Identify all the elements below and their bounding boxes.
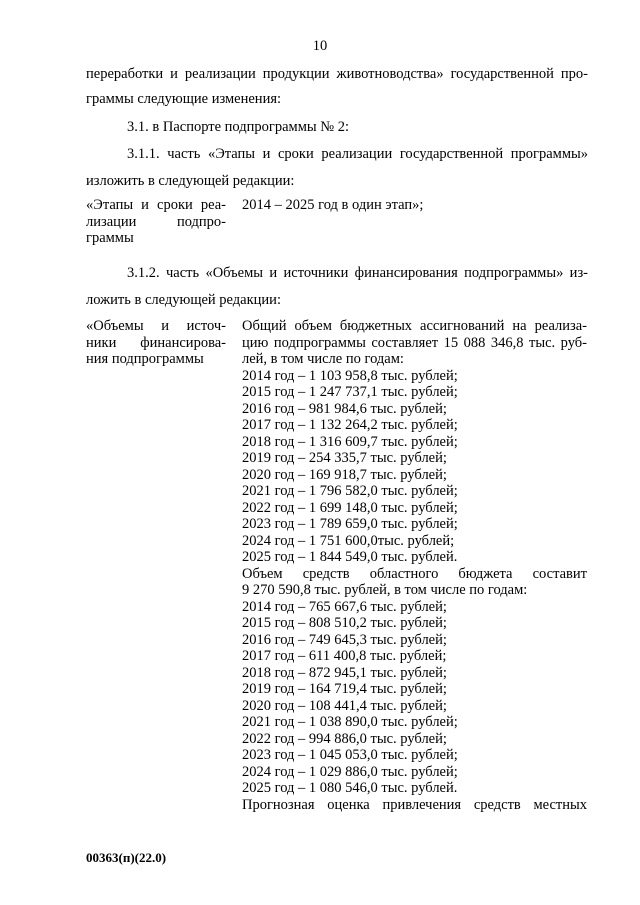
- regional-year-line: 2017 год – 611 400,8 тыс. рублей;: [242, 648, 447, 664]
- forecast-text-line: Прогнозная оценка привлечения средств местных: [242, 796, 587, 813]
- total-year-line: 2025 год – 1 844 549,0 тыс. рублей.: [242, 549, 458, 565]
- funding-label: [86, 318, 226, 368]
- regional-year-line: 2014 год – 765 667,6 тыс. рублей;: [242, 598, 447, 615]
- regional-year-line: 2022 год – 994 886,0 тыс. рублей;: [242, 730, 447, 747]
- regional-text-line: Объем средств областного бюджета составит: [242, 565, 587, 582]
- total-year-line: 2022 год – 1 699 148,0 тыс. рублей;: [242, 499, 458, 516]
- stages-label-line: лизации подпро-: [86, 213, 226, 230]
- funding-label-line: ния подпрограммы: [86, 351, 204, 367]
- stages-label-line: граммы: [86, 230, 134, 246]
- total-text-line: цию подпрограммы составляет 15 088 346,8 тыс. руб-: [242, 334, 587, 351]
- funding-label-line: ники финансирова-: [86, 334, 226, 351]
- stages-label-line: «Этапы и сроки реа-: [86, 197, 226, 213]
- funding-value: [242, 318, 587, 813]
- stages-value: 2014 – 2025 год в один этап»;: [242, 197, 424, 213]
- total-year-line: 2019 год – 254 335,7 тыс. рублей;: [242, 450, 447, 466]
- intro-line-1: переработки и реализации продукции животноводства» государственной про-: [86, 66, 588, 82]
- total-year-line: 2018 год – 1 316 609,7 тыс. рублей;: [242, 433, 458, 450]
- regional-year-line: 2019 год – 164 719,4 тыс. рублей;: [242, 681, 447, 697]
- total-year-line: 2014 год – 1 103 958,8 тыс. рублей;: [242, 367, 458, 384]
- regional-year-line: 2020 год – 108 441,4 тыс. рублей;: [242, 697, 447, 714]
- total-year-line: 2020 год – 169 918,7 тыс. рублей;: [242, 466, 447, 483]
- total-year-line: 2023 год – 1 789 659,0 тыс. рублей;: [242, 516, 458, 532]
- total-text-line: Общий объем бюджетных ассигнований на реализа-: [242, 318, 587, 334]
- footer-code: 00363(п)(22.0): [86, 850, 167, 865]
- total-year-line: 2016 год – 981 984,6 тыс. рублей;: [242, 400, 447, 417]
- page-number: 10: [312, 38, 328, 54]
- regional-text-line: 9 270 590,8 тыс. рублей, в том числе по годам:: [242, 582, 528, 598]
- regional-year-line: 2018 год – 872 945,1 тыс. рублей;: [242, 664, 447, 681]
- total-year-line: 2017 год – 1 132 264,2 тыс. рублей;: [242, 417, 458, 433]
- item-3-1-2-line-2: ложить в следующей редакции:: [86, 292, 281, 308]
- total-year-line: 2015 год – 1 247 737,1 тыс. рублей;: [242, 384, 458, 400]
- stages-label: [86, 197, 226, 247]
- total-text-line: лей, в том числе по годам:: [242, 351, 404, 367]
- item-3-1-2-line-1: 3.1.2. часть «Объемы и источники финансирования подпрограммы» из-: [127, 265, 588, 281]
- regional-year-line: 2021 год – 1 038 890,0 тыс. рублей;: [242, 714, 458, 730]
- item-3-1-1-line-1: 3.1.1. часть «Этапы и сроки реализации государственной программы»: [127, 146, 588, 162]
- item-3-1: 3.1. в Паспорте подпрограммы № 2:: [127, 119, 349, 135]
- regional-year-line: 2025 год – 1 080 546,0 тыс. рублей.: [242, 780, 458, 796]
- total-year-line: 2024 год – 1 751 600,0тыс. рублей;: [242, 532, 455, 549]
- intro-line-2: граммы следующие изменения:: [86, 91, 282, 107]
- funding-label-line: «Объемы и источ-: [86, 318, 226, 334]
- regional-year-line: 2023 год – 1 045 053,0 тыс. рублей;: [242, 747, 458, 763]
- item-3-1-1-line-2: изложить в следующей редакции:: [86, 173, 295, 189]
- regional-year-line: 2015 год – 808 510,2 тыс. рублей;: [242, 615, 447, 631]
- total-year-line: 2021 год – 1 796 582,0 тыс. рублей;: [242, 483, 458, 499]
- regional-year-line: 2016 год – 749 645,3 тыс. рублей;: [242, 631, 447, 648]
- regional-year-line: 2024 год – 1 029 886,0 тыс. рублей;: [242, 763, 458, 780]
